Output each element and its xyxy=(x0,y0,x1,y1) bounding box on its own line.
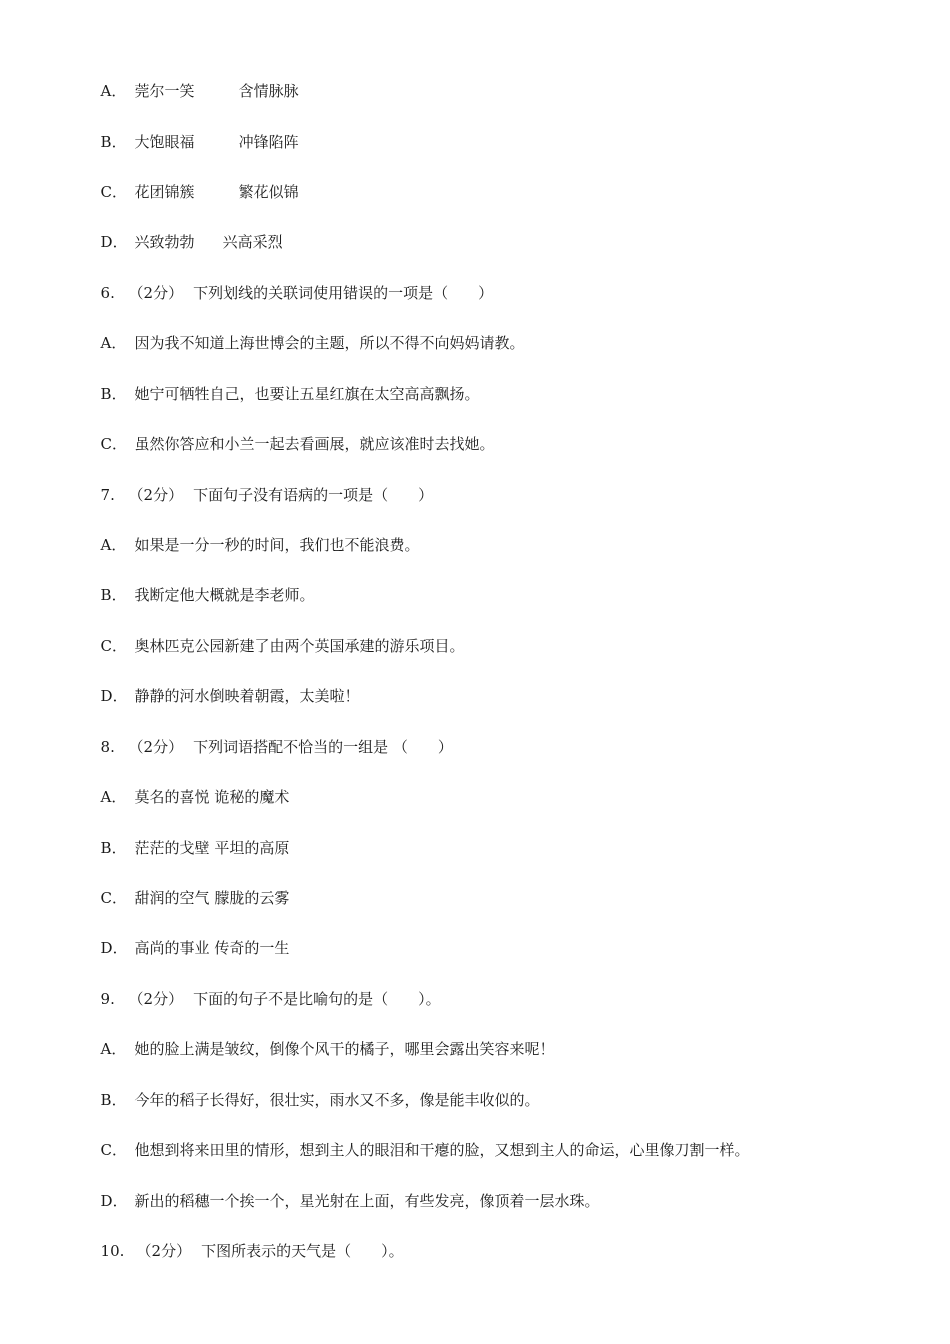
question-number: 10. xyxy=(100,1242,125,1260)
option-text-2: 繁花似锦 xyxy=(238,183,299,201)
question-text: 下面句子没有语病的一项是（ ） xyxy=(193,486,434,504)
option-label: C． xyxy=(100,889,128,907)
q7-option-c xyxy=(91,616,465,656)
q6-option-c xyxy=(91,414,495,454)
question-score: （2分） xyxy=(128,486,184,504)
question-score: （2分） xyxy=(128,738,184,756)
option-label: D． xyxy=(100,1192,128,1210)
q8-stem xyxy=(91,717,453,757)
option-label: C． xyxy=(100,435,128,453)
q6-option-b xyxy=(91,364,480,404)
option-text: 新出的稻穗一个挨一个，星光射在上面，有些发亮，像顶着一层水珠。 xyxy=(134,1192,600,1210)
q9-option-a xyxy=(91,1019,555,1059)
q7-option-b xyxy=(91,565,315,605)
option-text: 莫名的喜悦 诡秘的魔术 xyxy=(134,788,290,806)
option-text: 他想到将来田里的情形，想到主人的眼泪和干瘪的脸，又想到主人的命运，心里像刀割一样。 xyxy=(134,1141,750,1159)
q8-option-b xyxy=(91,818,289,858)
question-number: 6. xyxy=(100,284,115,302)
option-label: A． xyxy=(100,82,127,100)
option-text: 如果是一分一秒的时间，我们也不能浪费。 xyxy=(134,536,420,554)
question-text: 下列划线的关联词使用错误的一项是（ ） xyxy=(193,284,494,302)
option-text-2: 冲锋陷阵 xyxy=(238,133,299,151)
option-label: D． xyxy=(100,687,128,705)
q8-option-c xyxy=(91,868,289,908)
q5-option-a xyxy=(91,61,299,101)
option-label: A． xyxy=(100,536,127,554)
option-label: C． xyxy=(100,183,128,201)
q5-option-c xyxy=(91,162,299,202)
q9-option-b xyxy=(91,1070,540,1110)
question-text: 下面的句子不是比喻句的是（ ）。 xyxy=(193,990,441,1008)
option-text: 因为我不知道上海世博会的主题，所以不得不向妈妈请教。 xyxy=(134,334,525,352)
option-label: D． xyxy=(100,233,128,251)
q6-stem xyxy=(91,263,493,303)
option-text: 静静的河水倒映着朝霞，太美啦！ xyxy=(134,687,360,705)
option-text-2: 含情脉脉 xyxy=(238,82,299,100)
question-text: 下图所表示的天气是（ ）。 xyxy=(201,1242,404,1260)
option-text-1: 兴致勃勃 xyxy=(134,233,195,251)
q9-option-c xyxy=(91,1120,750,1160)
q6-option-a xyxy=(91,313,525,353)
option-label: C． xyxy=(100,637,128,655)
option-text: 她的脸上满是皱纹，倒像个风干的橘子，哪里会露出笑容来呢！ xyxy=(134,1040,555,1058)
question-score: （2分） xyxy=(136,1242,192,1260)
q5-option-d xyxy=(91,212,283,252)
q5-option-b xyxy=(91,112,299,152)
question-number: 9. xyxy=(100,990,115,1008)
q8-option-d xyxy=(91,918,289,958)
option-text: 甜润的空气 朦胧的云雾 xyxy=(134,889,290,907)
option-text-1: 花团锦簇 xyxy=(134,183,195,201)
option-text: 她宁可牺牲自己，也要让五星红旗在太空高高飘扬。 xyxy=(134,385,480,403)
question-text: 下列词语搭配不恰当的一组是 （ ） xyxy=(193,738,453,756)
option-text: 我断定他大概就是李老师。 xyxy=(134,586,315,604)
option-label: B． xyxy=(100,133,127,151)
question-number: 7. xyxy=(100,486,115,504)
option-text: 茫茫的戈壁 平坦的高原 xyxy=(134,839,290,857)
q7-option-d xyxy=(91,666,360,706)
question-score: （2分） xyxy=(128,284,184,302)
option-text: 虽然你答应和小兰一起去看画展，就应该准时去找她。 xyxy=(134,435,495,453)
question-number: 8. xyxy=(100,738,115,756)
q9-option-d xyxy=(91,1171,600,1211)
q9-stem xyxy=(91,969,441,1009)
option-label: A． xyxy=(100,1040,127,1058)
q7-option-a xyxy=(91,515,420,555)
option-label: B． xyxy=(100,1091,127,1109)
option-label: B． xyxy=(100,586,127,604)
option-text: 奥林匹克公园新建了由两个英国承建的游乐项目。 xyxy=(134,637,465,655)
option-text: 今年的稻子长得好，很壮实，雨水又不多，像是能丰收似的。 xyxy=(134,1091,540,1109)
option-text: 高尚的事业 传奇的一生 xyxy=(134,939,290,957)
option-text-1: 莞尔一笑 xyxy=(134,82,195,100)
q7-stem xyxy=(91,465,433,505)
option-label: B． xyxy=(100,839,127,857)
option-label: D． xyxy=(100,939,128,957)
question-score: （2分） xyxy=(128,990,184,1008)
option-label: B． xyxy=(100,385,127,403)
option-text-2: 兴高采烈 xyxy=(222,233,283,251)
option-text-1: 大饱眼福 xyxy=(134,133,195,151)
option-label: A． xyxy=(100,788,127,806)
q8-option-a xyxy=(91,767,289,807)
q10-stem xyxy=(91,1221,404,1261)
option-label: A． xyxy=(100,334,127,352)
option-label: C． xyxy=(100,1141,128,1159)
